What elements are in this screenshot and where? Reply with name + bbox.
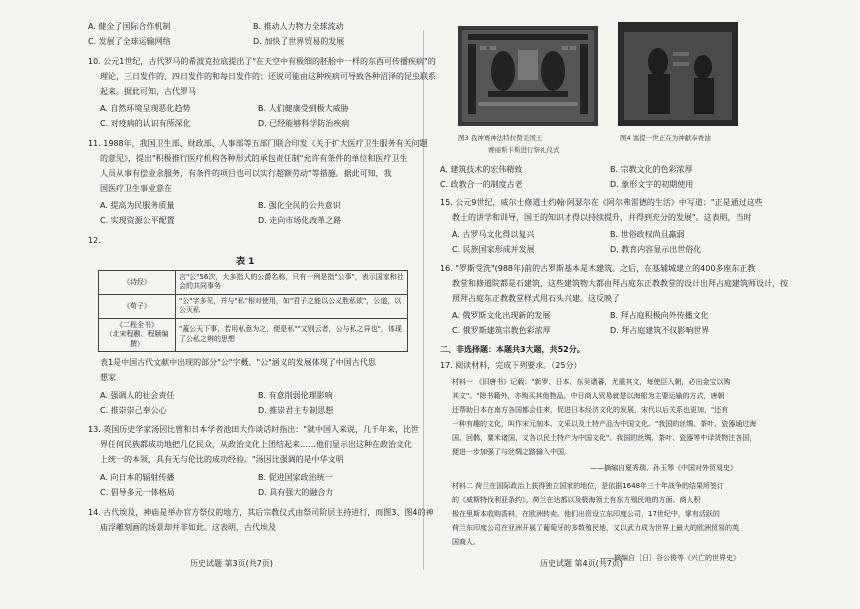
q10-option-b: B. 人们健康受到极大威胁 (258, 104, 349, 113)
right-footer: 历史试题 第4页(共7页) (540, 559, 623, 568)
q13-line-1: 13. 英国历史学家汤因比曾和日本学者池田大作谈话时指出："就中国人来说，几千年来，比世 (88, 425, 419, 434)
q17-heading: 17. 阅读材料，完成下列要求。（25分） (440, 361, 582, 370)
table-source-cell (99, 318, 176, 351)
q16-option-d: D. 拜占庭建筑不仅影响世界 (610, 326, 710, 335)
q10-option-a: A. 自然环境呈现恶化趋势 (100, 104, 191, 113)
q15-line-1: 15. 公元9世纪，威尔士修道士约翰·阿瑟尔在《阿尔弗雷德的生活》中写道："正是通过这些 (440, 198, 763, 207)
q11-option-d: D. 走向市场化改革之路 (258, 216, 342, 225)
q15-option-a: A. 古罗马文化得以复兴 (452, 230, 535, 239)
material-1-line-4: 一种有趣的文化，叫作宋元刻本、文采以及土特产品为中国文化。"我国的丝绸、茶叶、瓷器通过海 (452, 420, 757, 428)
q9-option-c: C. 发展了全球运输网络 (88, 37, 171, 46)
q16-line-1: 16. "罗斯受洗"(988年)前的古罗斯基本是木建筑。之后，在基辅城建立的400多座东正教 (440, 264, 756, 273)
q9-option-d: D. 加快了世界贸易的发展 (253, 37, 345, 46)
figure-3-caption-line-2: 赛丽斯卡斯进行祭礼仪式 (488, 146, 560, 154)
q11-line-4: 国医疗卫生事业意在 (100, 184, 172, 193)
relief-icon (458, 26, 598, 126)
material-1-line-2: 其文"。"除书籍外，亦购买其他物品。中日商人贸易就是以海船为主要运输的方式，唐朝 (452, 392, 725, 400)
figure-3-relief-image (458, 26, 598, 126)
q11-option-b: B. 强化全民的公共意识 (258, 201, 341, 210)
q14-line-1: 14. 古代埃及，神庙是举办官方祭仪的地方，其后宗教仪式由祭司阶层主持进行，而图3、图4的神 (88, 508, 434, 517)
material-2-source: ——摘编自［日］谷公俊等《兴亡的世界史》 (600, 554, 740, 562)
q14-option-d: D. 象形文字的初期使用 (610, 180, 694, 189)
table-row (99, 318, 408, 351)
q13-line-2: 界任何民族都成功地把几亿民众，从政治文化上团结起来……他们显示出这种在政治文化 (100, 440, 412, 449)
material-1-line-5: 国、回鹘、粟米诸国，又各以民土特产为中国文化"。我国的丝绸、茶叶、瓷器等中译货物注各国， (452, 434, 757, 442)
q10-line-3: 起来。据此可知，古代罗马 (100, 87, 196, 96)
q10-line-1: 10. 公元1世纪，古代罗马的希波克拉底提出了"在天空中有极细的胚胎中一样的东西可传播疾病"的 (88, 57, 436, 66)
q12-option-a: A. 强调人的社会责任 (100, 391, 175, 400)
table-title: 表 1 (236, 257, 255, 267)
q16-line-3: 照拜占庭东正教教堂样式用石头兴建。这反映了 (452, 294, 620, 303)
table-row (99, 294, 408, 318)
table-source: 《二程全书》 (116, 320, 158, 329)
material-2-line-1: 材料二 荷兰在国际政治上获得独立国家的地位，是依据1648年三十年战争的结果所签订 (452, 482, 725, 490)
column-divider (423, 30, 424, 570)
material-2-line-2: 的《威斯特伐利亚条约》。荷兰在达都以及极海领土有东方殖民地的方面。商人积 (452, 496, 701, 504)
q12-number: 12. (88, 236, 101, 245)
q9-option-a: A. 健全了国际合作机制 (88, 22, 171, 31)
q16-option-c: C. 俄罗斯建筑宗教色彩浓厚 (452, 326, 551, 335)
q16-line-2: 教堂和修道院都是石建筑，这些建筑物大都由拜占庭东正教教堂的设计出拜占庭建筑师设计，按 (452, 279, 788, 288)
q15-option-b: B. 世俗政权尚且羸弱 (610, 230, 685, 239)
q14-option-a: A. 建筑技术的宏伟精致 (440, 165, 523, 174)
q13-option-d: D. 具有强大的融合力 (258, 488, 334, 497)
q9-option-b: B. 推动人力物力全球流动 (253, 22, 344, 31)
table-source: 《诗经》 (99, 271, 176, 295)
section-2-title: 二、非选择题：本题共3大题，共52分。 (440, 345, 585, 354)
q14-option-b: B. 宗教文化的色彩浓厚 (610, 165, 693, 174)
material-1-line-1: 材料一 《旧唐书》记载："新罗、日本、东吴诸蕃，尤重其文，每使臣入朝，必出金宝以购 (452, 378, 731, 386)
q11-line-2: 的意见》，提出"积极推行医疗机构各种形式的承包责任制"允许有条件的单位和医疗卫生 (100, 154, 408, 163)
q12-line-1: 表1是中国古代文献中出现的部分"公"字概。"公"涵义的发展体现了中国古代思 (100, 358, 376, 367)
table-content: 言"公"56次，大多指人的公爵名称，只有一例是指"公事"，表示国家和社会的共同事务 (176, 271, 408, 295)
table-source: 《荀子》 (99, 294, 176, 318)
material-1-line-6: 便进一步加强了与丝绸之路输入中国。 (452, 448, 571, 456)
q15-line-2: 教士的讲学和训导，国王的知识才得以持续提升，并得到充分的发展"。这表明，当时 (452, 213, 752, 222)
q15-option-c: C. 民族国家形成并发展 (452, 245, 535, 254)
table-content: "公"字多见，并与"私"相对使用，如"君子之能以公义胜私欲"，公道，以公灭私 (176, 294, 408, 318)
q13-option-a: A. 向日本的辐射传播 (100, 473, 175, 482)
q11-option-c: C. 实现资源公平配置 (100, 216, 175, 225)
q12-option-c: C. 推崇崇己奉公心 (100, 406, 167, 415)
q14-line-2: 庙浮雕刻画的场景却并非如此。这表明，古代埃及 (100, 523, 276, 532)
q13-line-3: 上统一的本领，具有无与伦比的成功经验。"汤因比强调的是中华文明 (100, 455, 344, 464)
figure-4-caption: 图4 塞提一世正在为神献奉香油 (620, 134, 711, 142)
q13-option-b: B. 促进国家政治统一 (258, 473, 333, 482)
q10-option-d: D. 已经能够科学防治疾病 (258, 119, 350, 128)
figure-3-caption-line-1: 图3 我神赛神法特拉赞美国王 (458, 134, 543, 142)
q12-option-b: B. 有意削弱伦理影响 (258, 391, 333, 400)
material-1-line-3: 还帮助日本在南方各国都会往来，促进日本经济文化的发展，宋代以后关系也更加，"还有 (452, 406, 729, 414)
q15-option-d: D. 教育内容显示出世俗化 (610, 245, 702, 254)
left-footer: 历史试题 第3页(共7页) (190, 559, 273, 568)
material-2-line-3: 极在里斯本收购香料，在欧洲转卖。他们出资设立东印度公司，17世纪中，掌有活跃的 (452, 510, 720, 518)
q10-option-c: C. 对疫病的认识有所深化 (100, 119, 191, 128)
table-source-note: （北宋程颢、程颐编撰） (105, 330, 169, 348)
q12-option-d: D. 推崇君主专制思想 (258, 406, 334, 415)
table-content: "蓋公天下事，若用私意为之，便是私""又别云者，公与私之异也"，体现了公私之辨的思想 (176, 318, 408, 351)
material-1-source: ——摘编自夏秀瑞、孙玉琴《中国对外贸易史》 (590, 464, 737, 472)
material-2-line-4: 荷兰东印度公司在亚洲开展了葡萄牙的多数殖民地，又以武力成为世界上最大的欧洲贸易的英 (452, 524, 739, 532)
table-row (99, 271, 408, 295)
q13-option-c: C. 倡导多元一体格局 (100, 488, 175, 497)
q16-option-a: A. 俄罗斯文化出现新的发展 (452, 311, 551, 320)
q11-option-a: A. 提高为民服务质量 (100, 201, 175, 210)
q11-line-1: 11. 1988年，我国卫生部、财政部、人事部等五部门联合印发《关于扩大医疗卫生服务有关问题 (88, 139, 428, 148)
table-1 (98, 270, 408, 352)
q12-line-2: 想家 (100, 373, 116, 382)
q16-option-b: B. 拜占庭积极向外传播文化 (610, 311, 709, 320)
q14-option-c: C. 政教合一的制度古老 (440, 180, 523, 189)
q11-line-3: 人员从事有偿业余服务，有条件的项目也可以实行超额劳动"等措施。据此可知，我 (100, 169, 392, 178)
material-2-line-5: 国商人。 (452, 538, 480, 546)
figure-4-relief-image (618, 22, 738, 126)
q10-line-2: 理论，三日发作的、四日发作的和每日发作的；还说可能由这种疾病可导致各种沼泽的昆虫联系 (100, 72, 436, 81)
relief-icon (618, 22, 738, 126)
